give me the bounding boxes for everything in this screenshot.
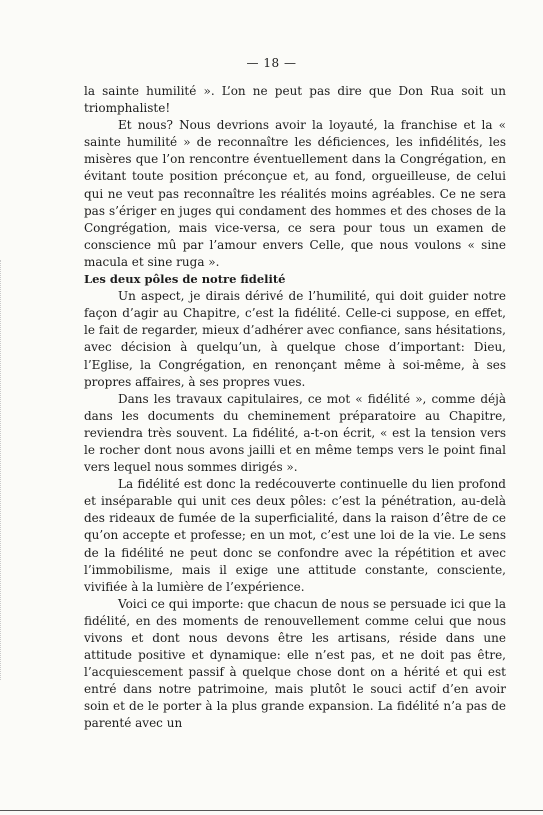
section-heading: Les deux pôles de notre fidelité (84, 272, 286, 287)
paragraph: Et nous? Nous devrions avoir la loyauté, la franchise et la « sainte humilité » de reconnaître les déficiences, les infidélités, les misères que l’on rencontre éventuellement dans la Congrégation, en évitant toute position préconçue et, au fond, orgueilleuse, de celui qui ne veut pas reconnaître les réalités moins agréables. Ce ne sera pas s’ériger en juges qui condament des hommes et des choses de la Congrégation, mais vice-versa, ce sera pour tous un examen de conscience mû par l’amour envers Celle, que nous voulons « sine macula et sine ruga ». (84, 118, 506, 269)
page-bottom-edge (0, 810, 543, 811)
page-number: — 18 — (246, 56, 297, 70)
paragraph: Voici ce qui importe: que chacun de nous se persuade ici que la fidélité, en des moments de renouvellement comme celui que nous vivons et dont nous devons être les artisans, réside dans une attitude positive et dynamique: elle n’est pas, et ne doit pas être, l’acquiescement passif à quelque chose dont on a hérité et qui est entré dans notre patrimoine, mais plutôt le souci actif d’en avoir soin et de le porter à la plus grande expansion. La fidélité n’a pas de parenté avec un (84, 596, 506, 731)
paragraph: Dans les travaux capitulaires, ce mot « fidélité », comme déjà dans les documents du cheminement préparatoire au Chapitre, reviendra très souvent. La fidélité, a-t-on écrit, « est la tension vers le rocher dont nous avons jailli et en même temps vers le point final vers lequel nous sommes dirigés ». (84, 391, 506, 475)
body-text (84, 83, 506, 733)
paragraph: Un aspect, je dirais dérivé de l’humilité, qui doit guider notre façon d’agir au Chapitre, c’est la fidélité. Celle-ci suppose, en effet, le fait de regarder, mieux d’adhérer avec confiance, sans hésitations, avec décision à quelqu’un, à quelque chose d’important: Dieu, l’Eglise, la Congrégation, en renonçant même à soi-même, à ses propres affaires, à ses propres vues. (84, 289, 506, 389)
paragraph-continuation: la sainte humilité ». L’on ne peut pas dire que Don Rua soit un triomphaliste! (84, 84, 506, 116)
scan-margin-marks (0, 260, 4, 680)
paragraph: La fidélité est donc la redécouverte continuelle du lien profond et inséparable qui unit ces deux pôles: c’est la pénétration, au-delà des rideaux de fumée de la superficialité, dans la raison d’être de ce qu’on accepte et professe; en un mot, c’est une loi de la vie. Le sens de la fidélité ne peut donc se confondre avec la répétition et avec l’immobilisme, mais il exige une attitude constante, consciente, vivifiée à la lumière de l’expérience. (84, 477, 506, 594)
